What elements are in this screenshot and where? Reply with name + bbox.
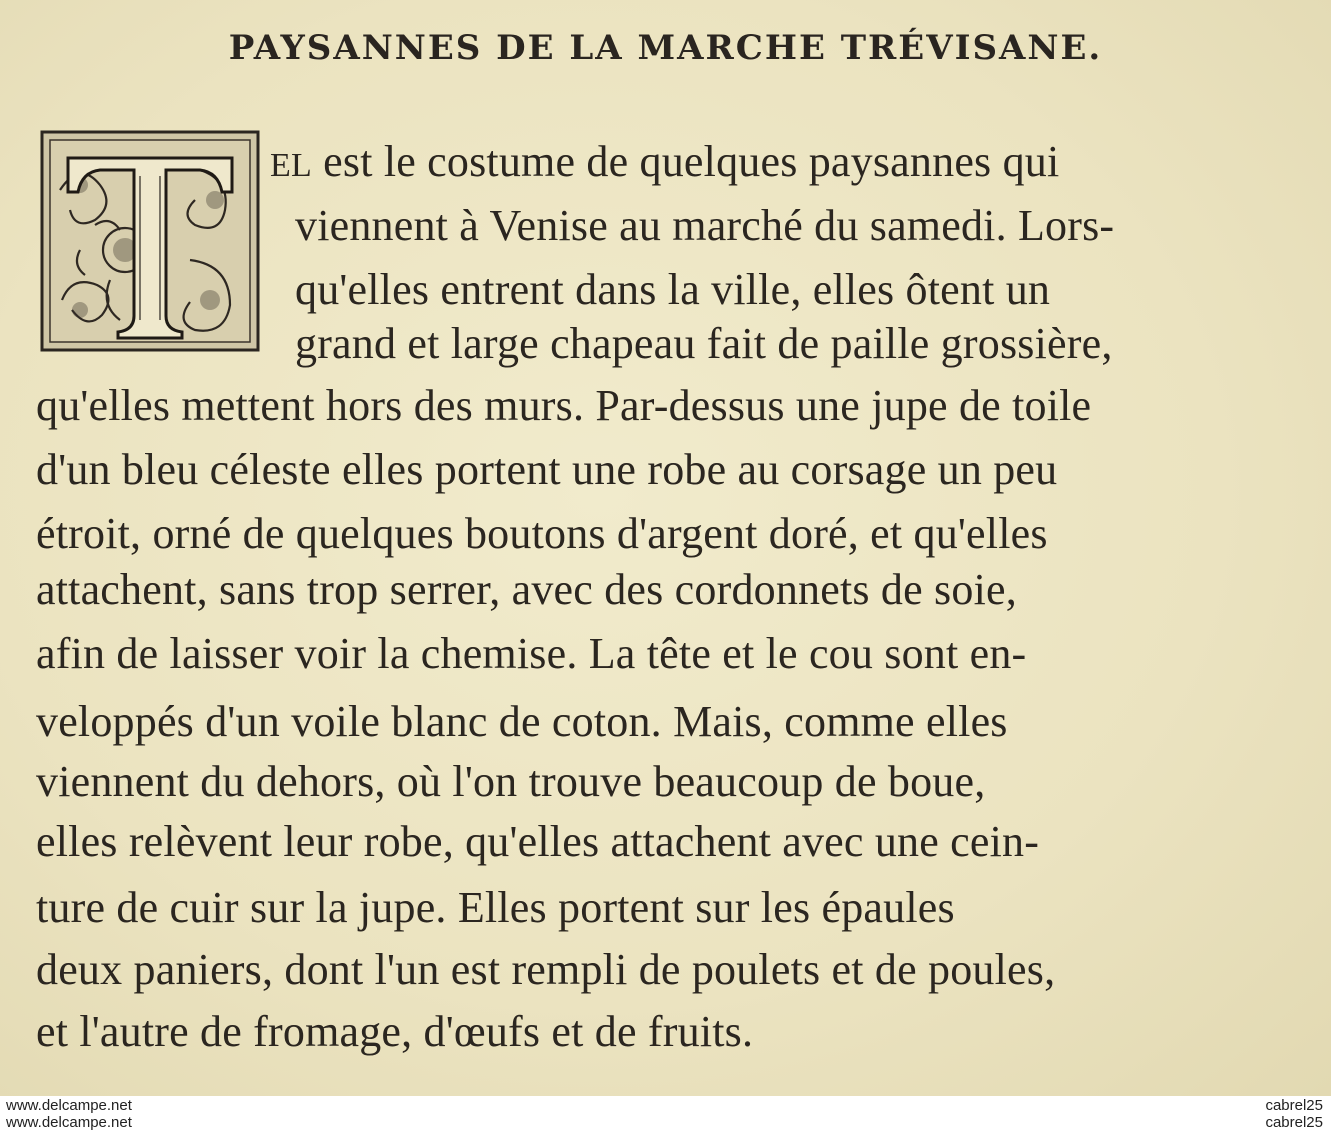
- text-line-14: deux paniers, dont l'un est rempli de poulets et de poules,: [36, 945, 1056, 994]
- text-line-4: grand et large chapeau fait de paille grossière,: [295, 319, 1113, 368]
- first-word-rest: EL: [270, 147, 312, 184]
- text-line-7: étroit, orné de quelques boutons d'argent doré, et qu'elles: [36, 509, 1048, 558]
- text-line-13: ture de cuir sur la jupe. Elles portent sur les épaules: [36, 883, 955, 932]
- page-title: PAYSANNES DE LA MARCHE TRÉVISANE.: [228, 28, 1103, 68]
- text-line-5: qu'elles mettent hors des murs. Par-dessus une jupe de toile: [36, 381, 1092, 430]
- watermark-seller-2: cabrel25: [1265, 1114, 1323, 1131]
- watermark-site-1: www.delcampe.net: [6, 1097, 132, 1114]
- text-line-11: viennent du dehors, où l'on trouve beaucoup de boue,: [36, 757, 986, 806]
- text-line-1: [270, 137, 1060, 186]
- watermark-bar: [0, 1096, 1331, 1132]
- line-1-text: est le costume de quelques paysannes qui: [311, 137, 1060, 186]
- text-line-2: viennent à Venise au marché du samedi. Lors-: [295, 201, 1115, 250]
- text-line-6: d'un bleu céleste elles portent une robe au corsage un peu: [36, 445, 1058, 494]
- text-line-9: afin de laisser voir la chemise. La tête et le cou sont en-: [36, 629, 1027, 678]
- watermark-seller-1: cabrel25: [1265, 1097, 1323, 1114]
- text-line-8: attachent, sans trop serrer, avec des cordonnets de soie,: [36, 565, 1017, 614]
- text-line-15: et l'autre de fromage, d'œufs et de fruits.: [36, 1007, 754, 1056]
- watermark-site-2: www.delcampe.net: [6, 1114, 132, 1131]
- text-line-12: elles relèvent leur robe, qu'elles attachent avec une cein-: [36, 817, 1040, 866]
- text-line-10: veloppés d'un voile blanc de coton. Mais, comme elles: [36, 697, 1008, 746]
- text-line-3: qu'elles entrent dans la ville, elles ôtent un: [295, 265, 1051, 314]
- ornamental-drop-cap-t: [40, 130, 260, 352]
